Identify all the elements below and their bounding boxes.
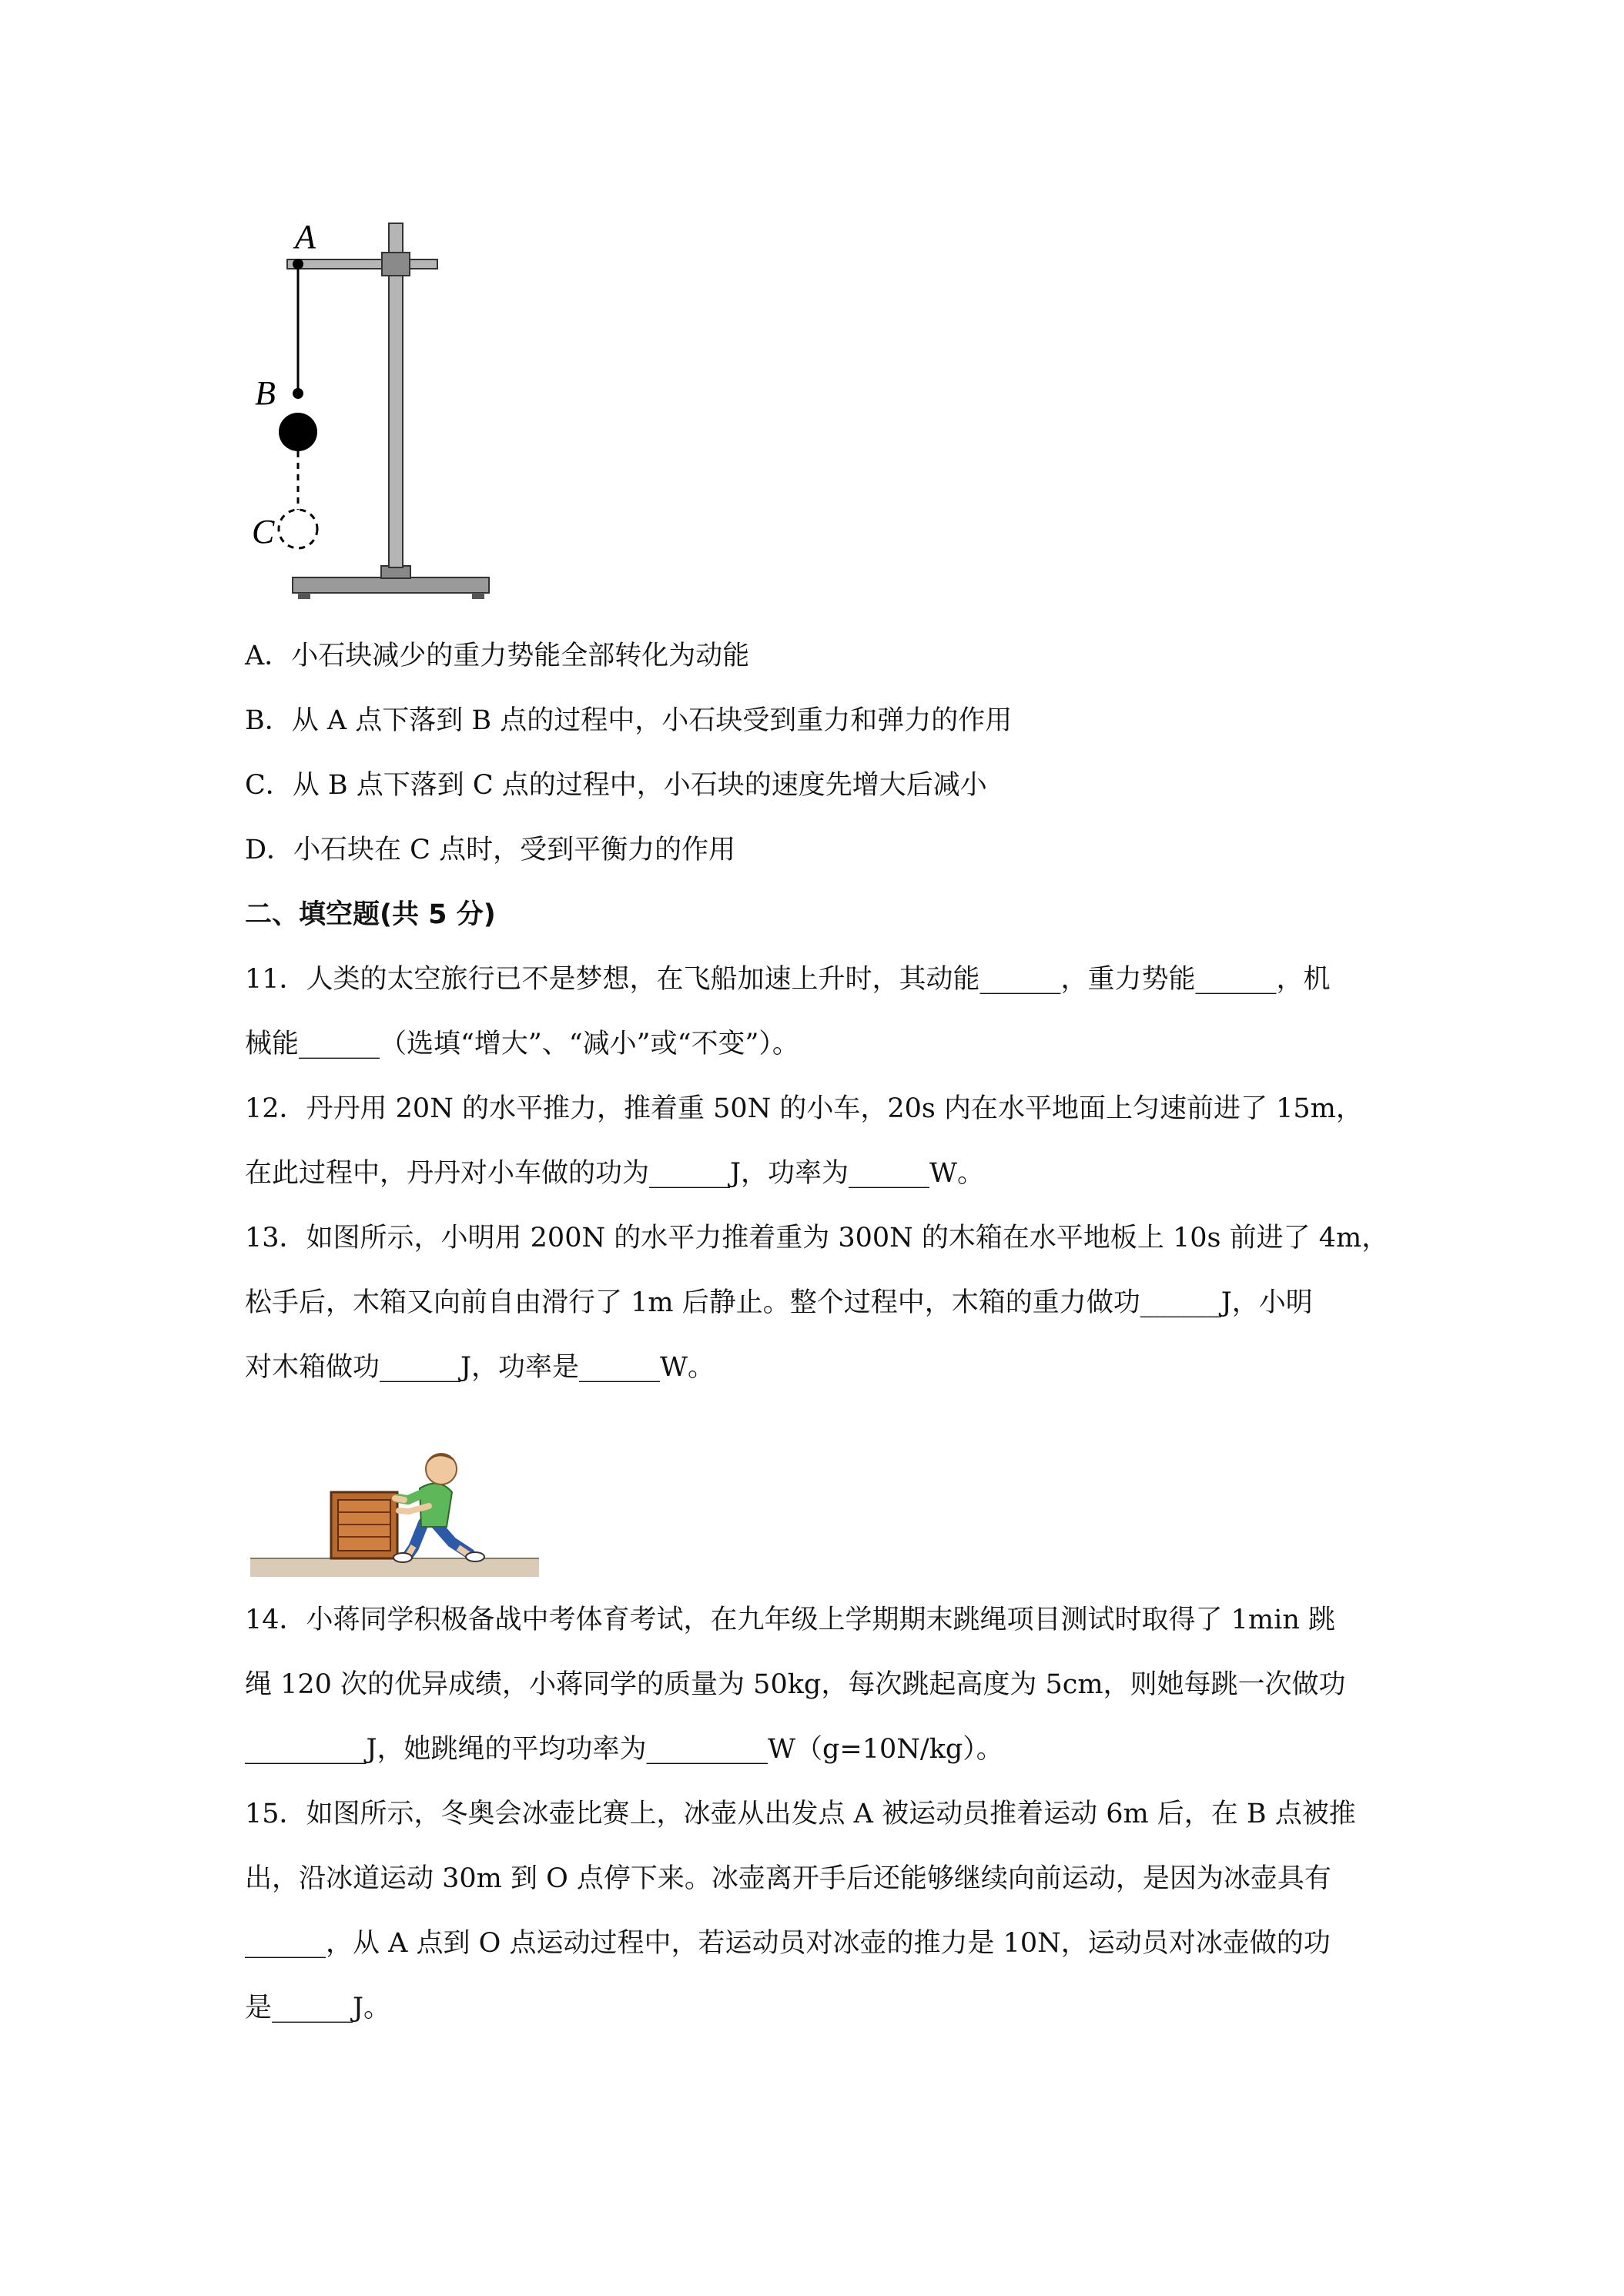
question-15-line3: ______，从 A 点到 O 点运动过程中，若运动员对冰壶的推力是 10N，运动员对冰壶做的功	[245, 1928, 1331, 1959]
option-a: A．小石块减少的重力势能全部转化为动能	[245, 641, 750, 671]
question-13-line2: 松手后，木箱又向前自由滑行了 1m 后静止。整个过程中，木箱的重力做功______J，小明	[245, 1287, 1313, 1318]
question-13-line3: 对木箱做功______J，功率是______W。	[245, 1352, 715, 1383]
option-d: D．小石块在 C 点时，受到平衡力的作用	[245, 835, 736, 865]
question-15-line1: 15．如图所示，冬奥会冰壶比赛上，冰壶从出发点 A 被运动员推着运动 6m 后，在 B 点被推	[245, 1799, 1356, 1829]
question-11-line2: 械能______（选填“增大”、“减小”或“不变”）。	[245, 1029, 799, 1059]
question-13-line1: 13．如图所示，小明用 200N 的水平力推着重为 300N 的木箱在水平地板上 10s 前进了 4m，	[245, 1223, 1389, 1253]
question-14-line3: _________J，她跳绳的平均功率为_________W（g=10N/kg）。	[245, 1734, 1003, 1765]
question-15-line4: 是______J。	[245, 1993, 391, 2023]
option-b: B．从 A 点下落到 B 点的过程中，小石块受到重力和弹力的作用	[245, 705, 1013, 736]
boy-pushing-box-figure	[250, 1415, 543, 1585]
question-12-line1: 12．丹丹用 20N 的水平推力，推着重 50N 的小车，20s 内在水平地面上匀速前进了 15m，	[245, 1093, 1363, 1124]
wooden-box	[331, 1492, 397, 1558]
stand-arm	[287, 259, 437, 269]
boy	[393, 1454, 484, 1562]
section-heading: 二、填空题(共 5 分)	[245, 899, 496, 930]
stone-ball-position-c	[279, 510, 317, 548]
question-11-line1: 11．人类的太空旅行已不是梦想，在飞船加速上升时，其动能______，重力势能______，机	[245, 964, 1331, 995]
label-a: A	[295, 218, 316, 256]
question-14-line1: 14．小蒋同学积极备战中考体育考试，在九年级上学期期末跳绳项目测试时取得了 1min 跳	[245, 1605, 1335, 1635]
label-b: B	[255, 374, 276, 412]
option-c: C．从 B 点下落到 C 点的过程中，小石块的速度先增大后减小	[245, 770, 987, 801]
point-b	[293, 388, 303, 399]
iron-stand-figure	[243, 216, 520, 616]
question-15-line2: 出，沿冰道运动 30m 到 O 点停下来。冰壶离开手后还能够继续向前运动，是因为冰壶具有	[245, 1863, 1331, 1894]
question-14-line2: 绳 120 次的优异成绩，小蒋同学的质量为 50kg，每次跳起高度为 5cm，则她每跳一次做功	[245, 1669, 1346, 1700]
label-c: C	[252, 513, 275, 551]
stand-base	[293, 577, 489, 593]
floor	[250, 1558, 539, 1577]
stone-ball	[279, 413, 317, 451]
stand-clamp	[382, 253, 410, 276]
question-12-line2: 在此过程中，丹丹对小车做的功为______J，功率为______W。	[245, 1158, 985, 1189]
